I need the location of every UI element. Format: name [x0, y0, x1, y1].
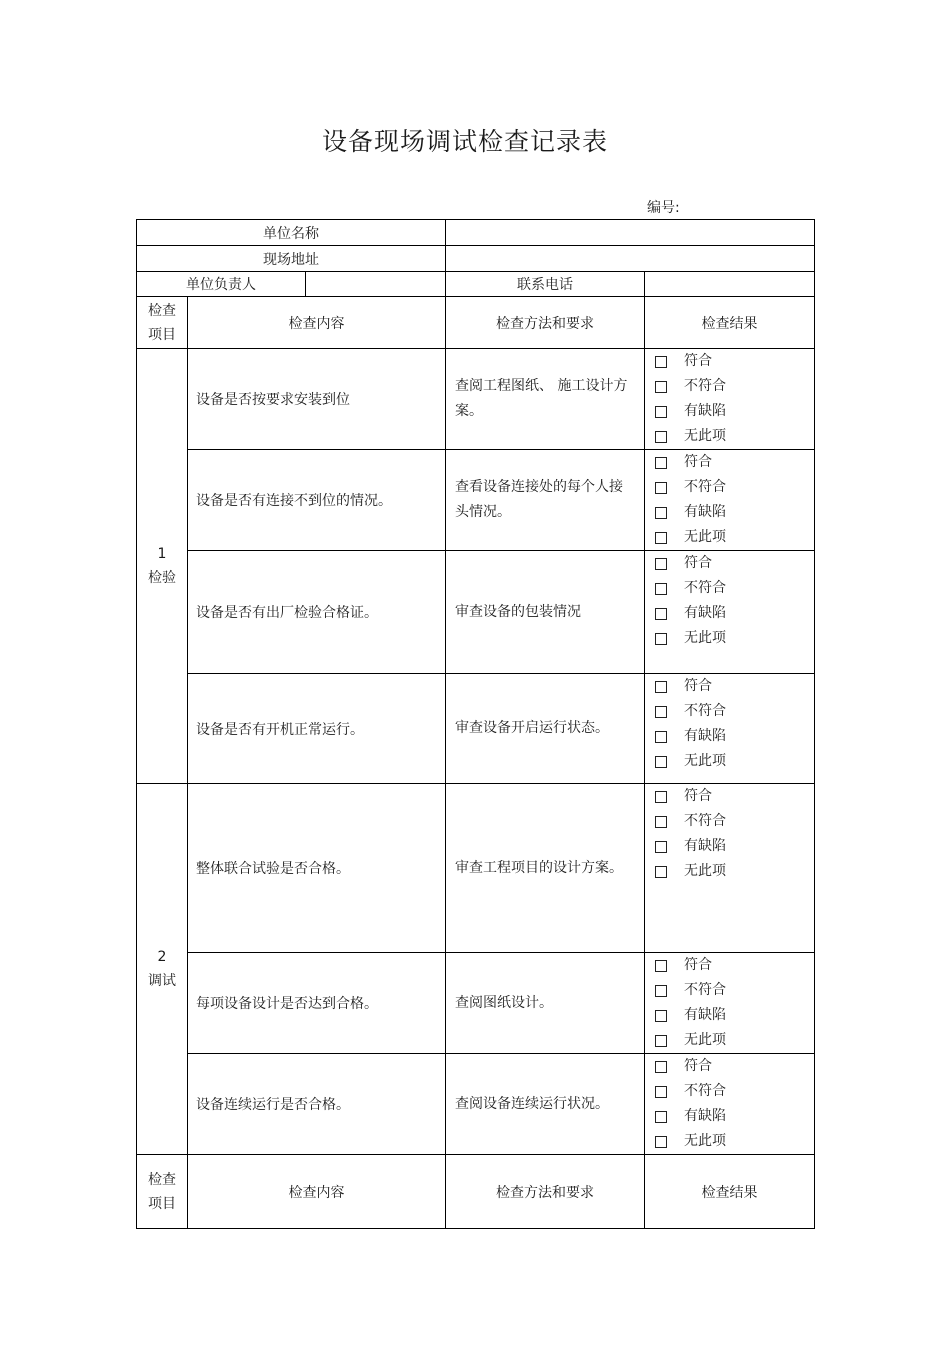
result-option[interactable] — [655, 749, 814, 774]
check-content: 每项设备设计是否达到合格。 — [188, 953, 446, 1054]
result-option-label: 符合 — [684, 1058, 712, 1074]
item-header-line1: 检查 — [148, 302, 176, 319]
checkbox-icon[interactable] — [655, 706, 667, 718]
checkbox-icon[interactable] — [655, 558, 667, 570]
result-option-label: 有缺陷 — [684, 1007, 726, 1023]
checkbox-icon[interactable] — [655, 841, 667, 853]
checkbox-icon[interactable] — [655, 1136, 667, 1148]
unit-name-field[interactable] — [446, 220, 815, 246]
checkbox-icon[interactable] — [655, 457, 667, 469]
result-option[interactable] — [655, 674, 814, 699]
check-content: 设备连续运行是否合格。 — [188, 1054, 446, 1155]
check-method: 查看设备连接处的每个人接头情况。 — [446, 450, 645, 551]
checkbox-icon[interactable] — [655, 431, 667, 443]
checkbox-icon[interactable] — [655, 960, 667, 972]
code-label: 编号: — [647, 200, 680, 216]
check-method: 查阅图纸设计。 — [446, 953, 645, 1054]
result-option[interactable] — [655, 424, 814, 449]
result-option-label: 有缺陷 — [684, 605, 726, 621]
checkbox-icon[interactable] — [655, 633, 667, 645]
check-result — [645, 349, 815, 450]
checkbox-icon[interactable] — [655, 532, 667, 544]
unit-head-label: 单位负责人 — [137, 272, 306, 297]
unit-name-label: 单位名称 — [137, 220, 446, 246]
site-address-label: 现场地址 — [137, 246, 446, 272]
check-method: 审查设备开启运行状态。 — [446, 674, 645, 784]
section-category — [137, 784, 188, 1155]
content-header-repeat: 检查内容 — [188, 1155, 446, 1229]
result-option-label: 有缺陷 — [684, 838, 726, 854]
result-option-label: 无此项 — [684, 529, 726, 545]
checkbox-icon[interactable] — [655, 1086, 667, 1098]
result-header-repeat: 检查结果 — [645, 1155, 815, 1229]
result-option-label: 符合 — [684, 957, 712, 973]
result-option-label: 有缺陷 — [684, 728, 726, 744]
checkbox-icon[interactable] — [655, 1010, 667, 1022]
check-content: 设备是否有连接不到位的情况。 — [188, 450, 446, 551]
inspection-table — [136, 219, 815, 1229]
result-option[interactable] — [655, 724, 814, 749]
result-option-label: 符合 — [684, 788, 712, 804]
result-option-label: 无此项 — [684, 753, 726, 769]
result-option[interactable] — [655, 809, 814, 834]
item-header-line1: 检查 — [148, 1171, 176, 1188]
result-option[interactable] — [655, 953, 814, 978]
result-option-label: 无此项 — [684, 1032, 726, 1048]
check-method: 审查设备的包装情况 — [446, 551, 645, 674]
check-method: 查阅工程图纸、 施工设计方案。 — [446, 349, 645, 450]
result-option[interactable] — [655, 525, 814, 550]
result-option-label: 无此项 — [684, 428, 726, 444]
check-result — [645, 953, 815, 1054]
check-result — [645, 1054, 815, 1155]
table-row — [137, 784, 815, 953]
check-result — [645, 784, 815, 953]
result-option[interactable] — [655, 834, 814, 859]
result-option[interactable] — [655, 349, 814, 374]
result-option-label: 符合 — [684, 555, 712, 571]
checkbox-icon[interactable] — [655, 381, 667, 393]
result-option[interactable] — [655, 399, 814, 424]
table-header-row — [137, 297, 815, 349]
result-option-label: 不符合 — [684, 378, 726, 394]
check-method: 审查工程项目的设计方案。 — [446, 784, 645, 953]
result-option-label: 不符合 — [684, 1083, 726, 1099]
checkbox-icon[interactable] — [655, 791, 667, 803]
checkbox-icon[interactable] — [655, 482, 667, 494]
result-option[interactable] — [655, 374, 814, 399]
result-option-label: 有缺陷 — [684, 504, 726, 520]
result-option[interactable] — [655, 551, 814, 576]
checkbox-icon[interactable] — [655, 608, 667, 620]
result-option-label: 符合 — [684, 353, 712, 369]
check-result — [645, 674, 815, 784]
result-option-label: 不符合 — [684, 813, 726, 829]
result-option[interactable] — [655, 1054, 814, 1079]
result-option[interactable] — [655, 626, 814, 651]
check-content: 设备是否有出厂检验合格证。 — [188, 551, 446, 674]
checkbox-icon[interactable] — [655, 507, 667, 519]
sections-body — [137, 349, 815, 1155]
check-result — [645, 551, 815, 674]
result-header: 检查结果 — [645, 297, 815, 349]
result-option[interactable] — [655, 475, 814, 500]
item-header-line2: 项目 — [148, 326, 176, 343]
table-row — [137, 674, 815, 784]
unit-head-field[interactable] — [306, 272, 446, 297]
table-row — [137, 349, 815, 450]
check-content: 整体联合试验是否合格。 — [188, 784, 446, 953]
checkbox-icon[interactable] — [655, 681, 667, 693]
checkbox-icon[interactable] — [655, 1035, 667, 1047]
result-option[interactable] — [655, 1104, 814, 1129]
result-option[interactable] — [655, 1003, 814, 1028]
result-option-label: 符合 — [684, 678, 712, 694]
method-header: 检查方法和要求 — [446, 297, 645, 349]
table-footer-header-row — [137, 1155, 815, 1229]
checkbox-icon[interactable] — [655, 406, 667, 418]
result-option[interactable] — [655, 500, 814, 525]
check-method: 查阅设备连续运行状况。 — [446, 1054, 645, 1155]
result-option[interactable] — [655, 784, 814, 809]
result-option[interactable] — [655, 1129, 814, 1154]
checkbox-icon[interactable] — [655, 1111, 667, 1123]
result-option[interactable] — [655, 978, 814, 1003]
site-address-field[interactable] — [446, 246, 815, 272]
section-category — [137, 349, 188, 784]
section-name: 调试 — [148, 973, 176, 989]
item-header — [137, 297, 188, 349]
phone-field[interactable] — [645, 272, 815, 297]
checkbox-icon[interactable] — [655, 356, 667, 368]
checkbox-icon[interactable] — [655, 985, 667, 997]
section-name: 检验 — [148, 570, 176, 586]
result-option-label: 无此项 — [684, 630, 726, 646]
result-option-label: 不符合 — [684, 580, 726, 596]
result-option-label: 无此项 — [684, 863, 726, 879]
checkbox-icon[interactable] — [655, 731, 667, 743]
result-option-label: 有缺陷 — [684, 403, 726, 419]
result-option-label: 不符合 — [684, 982, 726, 998]
result-option-label: 符合 — [684, 454, 712, 470]
table-row — [137, 953, 815, 1054]
result-option[interactable] — [655, 576, 814, 601]
item-header-repeat — [137, 1155, 188, 1229]
checkbox-icon[interactable] — [655, 1061, 667, 1073]
page-title: 设备现场调试检查记录表 — [321, 127, 608, 156]
checkbox-icon[interactable] — [655, 816, 667, 828]
checkbox-icon[interactable] — [655, 583, 667, 595]
result-option-label: 有缺陷 — [684, 1108, 726, 1124]
section-number: 2 — [157, 949, 167, 965]
check-result — [645, 450, 815, 551]
check-content: 设备是否按要求安装到位 — [188, 349, 446, 450]
result-option-label: 不符合 — [684, 703, 726, 719]
result-option[interactable] — [655, 1079, 814, 1104]
checkbox-icon[interactable] — [655, 866, 667, 878]
result-option[interactable] — [655, 601, 814, 626]
section-number: 1 — [157, 546, 167, 562]
content-header: 检查内容 — [188, 297, 446, 349]
check-content: 设备是否有开机正常运行。 — [188, 674, 446, 784]
table-row — [137, 551, 815, 674]
result-option-label: 无此项 — [684, 1133, 726, 1149]
method-header-repeat: 检查方法和要求 — [446, 1155, 645, 1229]
table-row — [137, 450, 815, 551]
checkbox-icon[interactable] — [655, 756, 667, 768]
table-row — [137, 1054, 815, 1155]
result-option[interactable] — [655, 1028, 814, 1053]
item-header-line2: 项目 — [148, 1195, 176, 1212]
result-option-label: 不符合 — [684, 479, 726, 495]
result-option[interactable] — [655, 859, 814, 884]
phone-label: 联系电话 — [446, 272, 645, 297]
result-option[interactable] — [655, 450, 814, 475]
result-option[interactable] — [655, 699, 814, 724]
